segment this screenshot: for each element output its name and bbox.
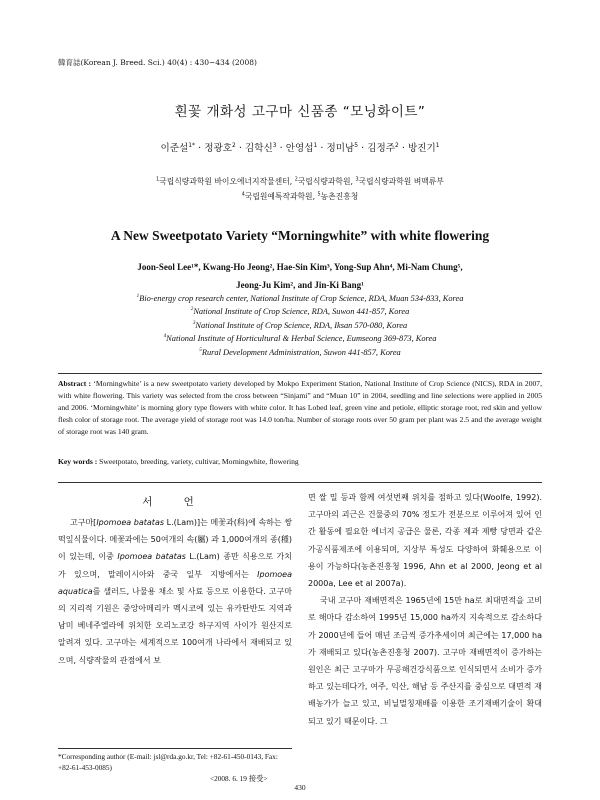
- english-affiliation-line: [0, 305, 600, 318]
- korean-authors: [0, 140, 600, 154]
- korean-author: 방진기$^1$: [407, 141, 440, 154]
- author-affiliation-marker: 1: [313, 141, 318, 149]
- author-separator: ·: [317, 143, 327, 154]
- author-affiliation-marker: 2: [232, 141, 236, 149]
- abstract-text: ‘Morningwhite’ is a new sweetpotato variety developed by Mokpo Experiment Station, National Institute of Crop Science (NICS), RDA in 2007, with white flowering. This variety was selected from the cross between “Sinjami” and “Muan 10” in 2004, seedling and line selections were applied in 2005 and 2006. ‘Morningwhite’ is morning glory type flowers with white color. It has Lobed leaf, green vine and petiole, elliptic storage root, red skin and yellow flesh color of storage root. The average yield of storage root was 14.0 ton/ha. Number of storage roots over 50 gram per plant was 2.5 and the average weight of storage root was 140 gram.: [58, 379, 542, 437]
- page-number: 430: [294, 783, 306, 792]
- korean-author: 이준설$^{1*}$: [160, 141, 196, 154]
- english-affiliations: [0, 292, 600, 359]
- keywords-label: Key words :: [58, 457, 98, 466]
- korean-affiliations-line1: [0, 176, 600, 187]
- english-authors-line2: Jeong-Ju Kim², and Jin-Ki Bang¹: [236, 280, 364, 290]
- english-affiliation-line: [0, 292, 600, 305]
- english-title: A New Sweetpotato Variety “Morningwhite” with white flowering: [110, 228, 490, 243]
- affiliation-marker: 4: [241, 192, 245, 198]
- affiliation-marker: 2: [190, 306, 194, 313]
- english-affiliation-line: [0, 319, 600, 332]
- received-date: <2008. 6. 19 接受>: [210, 774, 268, 783]
- affiliation-text: National Institute of Crop Science, RDA, Iksan 570-080, Korea: [195, 320, 408, 330]
- affiliation-marker: 5: [199, 346, 202, 353]
- english-authors: [60, 258, 540, 294]
- korean-author: 안영섭$^1$: [285, 141, 318, 154]
- intro-paragraph-2: 국내 고구마 재배면적은 1965년에 15만 ha로 최대면적을 고비로 해마다 감소하여 1995년 15,000 ha까지 지속적으로 감소하다가 2000년에 들어 매년 조금씩 증가추세이며 최근에는 17,000 ha가 재배되고 있다(농촌진흥청 2007). 고구마 재배면적이 증가하는 원인은 최근 고구마가 무공해건강식품으로 인식되면서 소비가 증가하고 있는데다가, 여주, 익산, 해남 등 주산지를 중심으로 대면적 재배농가가 늘고 있고, 비닐멀칭재배를 이용한 조기재배기술이 확대되고 있기 때문이다. 그: [308, 596, 542, 726]
- author-separator: ·: [358, 143, 368, 154]
- author-affiliation-marker: 1: [435, 141, 440, 149]
- affiliation-marker: 3: [355, 177, 359, 183]
- author-affiliation-marker: 1*: [188, 141, 196, 149]
- keywords-text: Sweetpotato, breeding, variety, cultivar, Morningwhite, flowering: [99, 457, 299, 466]
- affiliation-text: Rural Development Administration, Suwon 441-857, Korea: [201, 347, 401, 357]
- author-separator: ·: [195, 143, 205, 154]
- affiliation-marker: 3: [192, 320, 196, 327]
- right-column-body: [308, 489, 542, 730]
- affiliation-marker: 2: [294, 177, 298, 183]
- author-separator: ·: [276, 143, 286, 154]
- author-affiliation-marker: 3: [272, 141, 277, 149]
- affiliation-text: Bio-energy crop research center, National Institute of Crop Science, RDA, Muan 534-833, Korea: [139, 294, 464, 303]
- author-affiliation-marker: 5: [354, 141, 359, 149]
- korean-author: 김정주$^2$: [367, 141, 399, 154]
- affiliation-marker: 5: [317, 192, 321, 198]
- left-column-body: [58, 514, 292, 669]
- affiliation-text: 국립원예특작과학원,: [244, 192, 318, 201]
- korean-author: 김학신$^3$: [244, 141, 277, 154]
- affiliation-marker: 1: [156, 177, 160, 183]
- affiliation-text: National Institute of Horticultural & Herbal Science, Eumseong 369-873, Korea: [166, 334, 437, 344]
- abstract: [58, 378, 542, 438]
- author-separator: ·: [398, 143, 408, 154]
- keywords: [58, 457, 542, 466]
- english-authors-line1: Joon-Seol Lee¹*, Kwang-Ho Jeong², Hae-Sin Kim³, Yong-Sup Ahn⁴, Mi-Nam Chung⁵,: [137, 262, 463, 272]
- affiliation-marker: 1: [136, 293, 140, 300]
- affiliation-marker: 4: [163, 333, 167, 340]
- intro-paragraph-1: 고구마[Ipomoea batatas L.(Lam)]는 메꽃과(科)에 속하는 쌍떡잎식물이다. 메꽃과에는 50여개의 속(屬) 과 1,000여개의 종(種)이 있는데, 이중 Ipomoea batatas L.(Lam) 종만 식용으로 가치가 있으며, 말레이시아와 중국 일부 지방에서는 Ipomoea aquatica를 샐러드, 나물용 채소 및 사료 등으로 이용한다. 고구마의 지리적 기원은 중앙아메리카 멕시코에 있는 유카탄반도 지역과 남미 베네주엘라에 위치한 오리노코강 하구지역 사이가 원산지로 알려져 있다. 고구마는 세계적으로 100여개 나라에서 재배되고 있으며, 식량작물의 관점에서 보: [58, 518, 292, 665]
- korean-author: 정광호$^2$: [204, 141, 236, 154]
- english-affiliation-line: [0, 332, 600, 345]
- affiliation-text: 국립식량과학원 바이오에너지작물센터,: [159, 177, 295, 186]
- author-affiliation-marker: 2: [395, 141, 399, 149]
- affiliation-text: 국립식량과학원,: [297, 177, 356, 186]
- intro-paragraph-continued: 면 쌀 밀 등과 함께 여섯번째 위치를 점하고 있다(Woolfe, 1992). 고구마의 괴근은 건물중의 70% 정도가 전분으로 이루어져 있어 인간 활동에 필요한 에너지 공급은 물론, 각종 제과 제빵 당면과 같은 가공식품제조에 이용되며, 지상부 특성도 다양하여 화훼용으로 이용이 가능하다(농촌진흥청 1996, Ahn et al 2000, Jeong et al 2000a, Lee et al 2007a).: [308, 493, 542, 589]
- section-heading-introduction: 서 언: [142, 496, 208, 508]
- footnote-rule: [58, 748, 292, 749]
- korean-author: 정미남$^5$: [326, 141, 359, 154]
- author-separator: ·: [235, 143, 245, 154]
- korean-affiliations-line2: [0, 191, 600, 202]
- affiliation-text: National Institute of Crop Science, RDA, Suwon 441-857, Korea: [193, 307, 410, 317]
- korean-title: 흰꽃 개화성 고구마 신품종 “모닝화이트”: [174, 104, 426, 120]
- corresponding-author-footnote: *Corresponding author (E-mail: jsl@rda.go.kr, Tel: +82-61-450-0143, Fax: +82-61-453-0085): [58, 752, 278, 772]
- journal-header: 韓育誌(Korean J. Breed. Sci.) 40(4) : 430~434 (2008): [58, 58, 257, 67]
- affiliation-text: 국립식량과학원 벼맥류부: [358, 177, 444, 186]
- affiliation-text: 농촌진흥청: [320, 192, 359, 201]
- abstract-label: Abstract :: [58, 379, 92, 388]
- english-affiliation-line: [0, 346, 600, 359]
